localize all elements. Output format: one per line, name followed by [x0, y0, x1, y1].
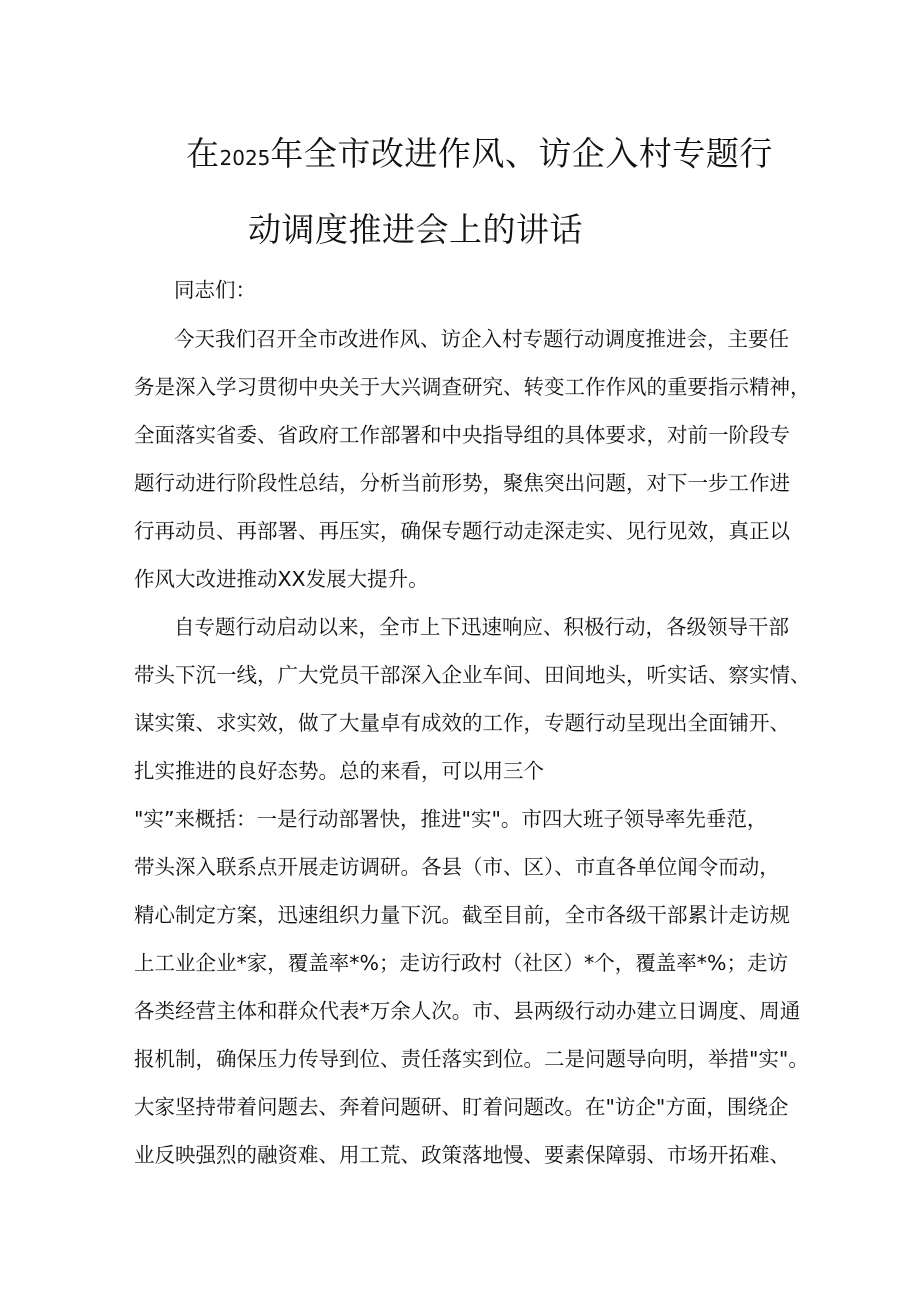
- paragraph-line: "实”来概括：一是行动部署快，推进"实"。市四大班子领导率先垂范，: [134, 807, 768, 831]
- paragraph-line: 谋实策、求实效，做了大量卓有成效的工作，专题行动呈现出全面铺开、: [134, 711, 790, 735]
- paragraph-line: 题行动进行阶段性总结，分析当前形势，聚焦突出问题，对下一步工作进: [134, 471, 790, 495]
- paragraph-line: 大家坚持带着问题去、奔着问题研、盯着问题改。在"访企"方面，围绕企: [134, 1095, 789, 1119]
- salutation: 同志们：: [174, 278, 256, 302]
- title-line1-rest: 年全市改进作风、访企入村专题行: [270, 134, 773, 173]
- paragraph-line: 业反映强烈的融资难、用工荒、政策落地慢、要素保障弱、市场开拓难、: [134, 1143, 790, 1167]
- paragraph-line: 行再动员、再部署、再压实，确保专题行动走深走实、见行见效，真正以: [134, 519, 790, 543]
- paragraph-line: 务是深入学习贯彻中央关于大兴调查研究、转变工作作风的重要指示精神，: [134, 375, 811, 399]
- paragraph-line: 上工业企业*家，覆盖率*%；走访行政村（社区）*个，覆盖率*%；走访: [134, 951, 788, 975]
- paragraph-line: 扎实推进的良好态势。总的来看，可以用三个: [134, 759, 544, 783]
- paragraph-line: 精心制定方案，迅速组织力量下沉。截至目前，全市各级干部累计走访规: [134, 903, 790, 927]
- title-year: 2025: [219, 146, 271, 170]
- paragraph-line: 全面落实省委、省政府工作部署和中央指导组的具体要求，对前一阶段专: [134, 423, 790, 447]
- title-line-1: [186, 134, 773, 178]
- paragraph-line: 带头深入联系点开展走访调研。各县（市、区）、市直各单位闻令而动，: [134, 855, 780, 879]
- paragraph-line: 各类经营主体和群众代表*万余人次。市、县两级行动办建立日调度、周通: [134, 999, 801, 1023]
- paragraph-line: 报机制，确保压力传导到位、责任落实到位。二是问题导向明，举措"实"。: [134, 1047, 809, 1071]
- title-line-2: 动调度推进会上的讲话: [248, 210, 583, 249]
- paragraph-line: 今天我们召开全市改进作风、访企入村专题行动调度推进会，主要任: [174, 327, 789, 351]
- paragraph-line: 带头下沉一线，广大党员干部深入企业车间、田间地头，听实话、察实情、: [134, 663, 811, 687]
- title-prefix: 在: [186, 134, 220, 173]
- paragraph-line: 自专题行动启动以来，全市上下迅速响应、积极行动，各级领导干部: [174, 615, 789, 639]
- paragraph-line: 作风大改进推动XX发展大提升。: [134, 567, 429, 591]
